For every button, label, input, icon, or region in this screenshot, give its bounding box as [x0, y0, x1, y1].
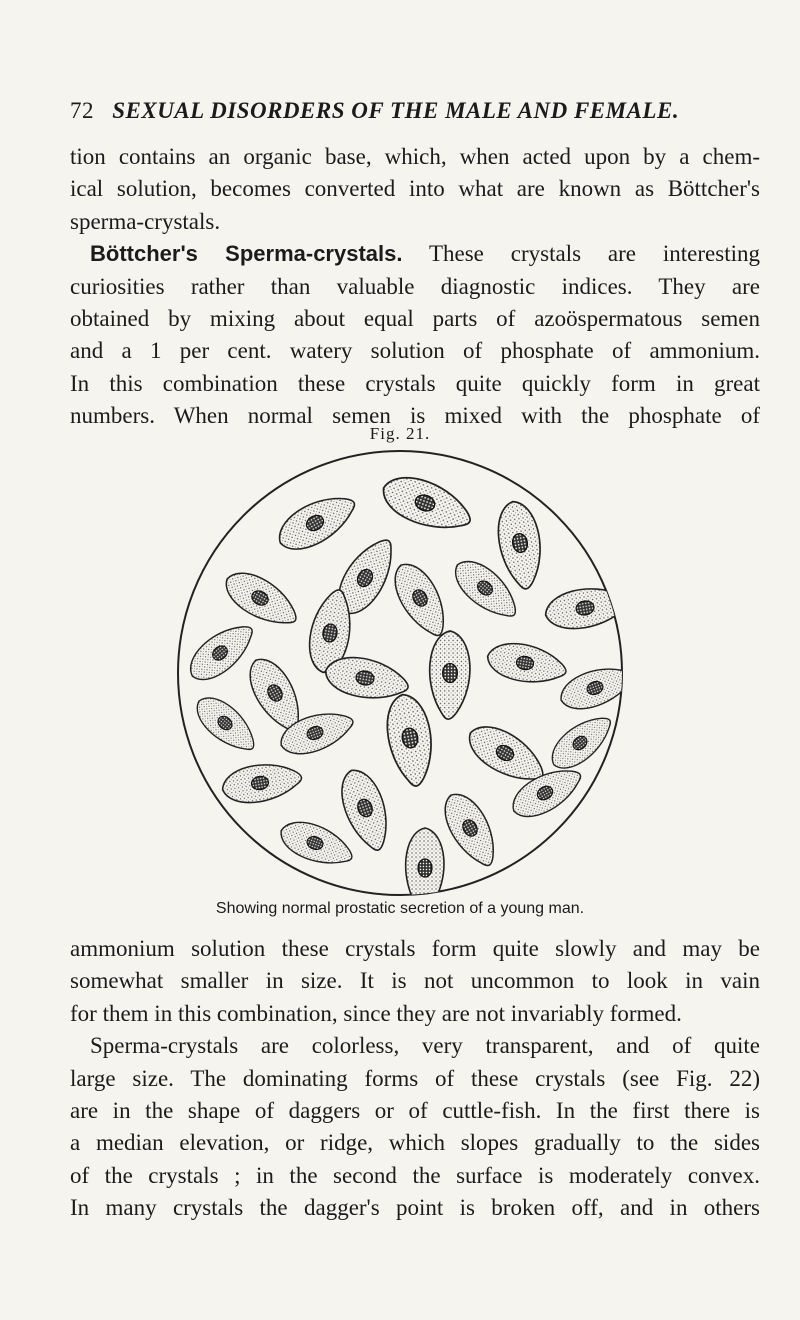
- section-lead: Böttcher's Sperma-crystals.: [90, 241, 403, 267]
- epithelial-cell: [406, 828, 444, 908]
- text-fragment: Sperma-crystals are colorless, very transparent, and of quite: [90, 1033, 760, 1059]
- text-line: ammonium solution these crystals form quite slowly and may be: [70, 936, 760, 961]
- paragraph-first-line: [70, 238, 760, 270]
- body-text-bottom: [70, 933, 760, 1225]
- paragraph-first-line: [70, 1030, 760, 1062]
- microscope-field-drawing: [165, 448, 635, 908]
- text-line: somewhat smaller in size. It is not uncommon to look in vain: [70, 968, 760, 994]
- text-line: for them in this combination, since they are not invariably formed.: [70, 1000, 682, 1026]
- text-line: numbers. When normal semen is mixed with the phosphate of: [70, 403, 760, 429]
- body-text-top: [70, 141, 760, 433]
- text-line: of the crystals ; in the second the surface is moderately convex.: [70, 1162, 760, 1188]
- figure-label: Fig. 21.: [369, 424, 431, 443]
- text-line: curiosities rather than valuable diagnostic indices. They are: [70, 273, 760, 299]
- text-line: and a 1 per cent. watery solution of phosphate of ammonium.: [70, 338, 760, 364]
- text-line: In this combination these crystals quite quickly form in great: [70, 370, 760, 396]
- text-line: are in the shape of daggers or of cuttle-fish. In the first there is: [70, 1098, 760, 1124]
- running-title: SEXUAL DISORDERS OF THE MALE AND FEMALE.: [112, 98, 680, 123]
- running-header: [70, 98, 760, 124]
- text-line: ical solution, becomes converted into what are known as Böttcher's: [70, 176, 760, 202]
- text-line: In many crystals the dagger's point is broken off, and in others: [70, 1195, 760, 1221]
- figure-illustration: [165, 448, 635, 908]
- page-number: 72: [70, 98, 94, 123]
- text-line: a median elevation, or ridge, which slopes gradually to the sides: [70, 1130, 760, 1156]
- text-line: large size. The dominating forms of these crystals (see Fig. 22): [70, 1065, 760, 1091]
- text-line: sperma-crystals.: [70, 208, 221, 234]
- figure-caption: Showing normal prostatic secretion of a young man.: [215, 900, 585, 917]
- text-line: tion contains an organic base, which, when acted upon by a chem-: [70, 144, 760, 169]
- text-fragment: These crystals are interesting: [402, 241, 760, 267]
- text-line: obtained by mixing about equal parts of azoöspermatous semen: [70, 306, 760, 332]
